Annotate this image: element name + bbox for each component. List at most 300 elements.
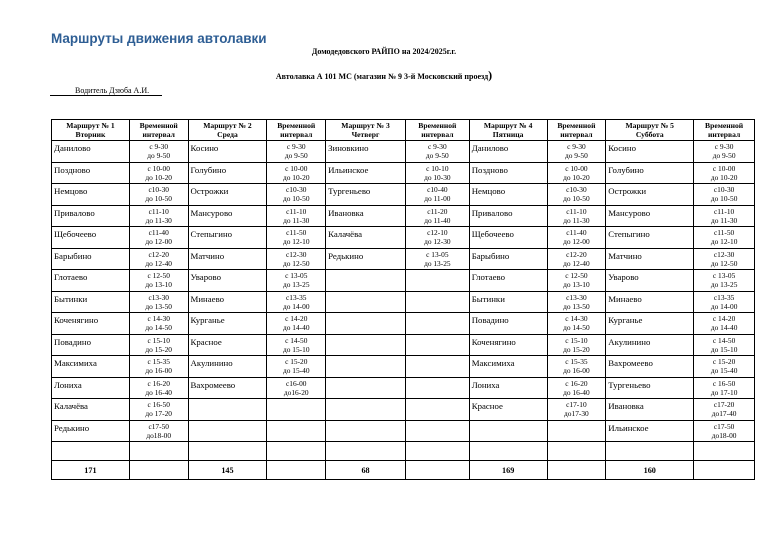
time-interval-line: с 9-30 xyxy=(286,142,306,151)
place-name: Лониха xyxy=(471,379,500,390)
time-interval-line: с 10-10 xyxy=(426,163,449,173)
time-interval-line: до 11-30 xyxy=(283,215,310,225)
place-cell xyxy=(188,356,267,378)
time-interval-line: с11-50 xyxy=(286,228,307,237)
place-cell xyxy=(469,227,547,249)
time-interval-cell xyxy=(547,334,606,356)
time-interval-cell xyxy=(547,205,606,227)
time-interval-line: с 12-50 xyxy=(147,271,170,280)
place-name: Уварово xyxy=(190,272,221,282)
place-cell xyxy=(188,227,267,249)
place-name: Калачёва xyxy=(328,229,363,239)
place-cell xyxy=(469,313,547,335)
time-interval-line: до 12-40 xyxy=(563,258,590,268)
place-name: Вахромеево xyxy=(190,379,236,390)
time-interval-cell xyxy=(405,270,469,292)
empty-row xyxy=(52,442,755,461)
time-interval-line: с10-30 xyxy=(148,185,169,194)
place-cell xyxy=(606,356,694,378)
place-name: Минаево xyxy=(608,293,642,304)
place-cell xyxy=(469,141,547,163)
place-cell xyxy=(326,184,406,206)
place-cell xyxy=(606,205,694,227)
time-interval-cell xyxy=(694,313,755,335)
place-name: Привалово xyxy=(471,207,513,218)
place-name: Повадино xyxy=(471,315,509,325)
time-interval-line: с 14-50 xyxy=(285,335,308,345)
time-interval-cell xyxy=(694,420,755,442)
place-name: Матчино xyxy=(190,250,225,261)
time-interval-cell xyxy=(129,313,188,335)
total-cell xyxy=(547,461,606,480)
time-interval-cell xyxy=(267,399,326,421)
place-cell xyxy=(188,313,267,335)
empty-cell xyxy=(405,442,469,461)
document-title: Маршруты движения автолавки xyxy=(51,31,267,46)
time-interval-cell xyxy=(405,313,469,335)
time-interval-line: с17-50 xyxy=(713,421,735,431)
time-interval-line: с 10-00 xyxy=(565,163,588,173)
total-cell: 145 xyxy=(188,461,267,480)
time-interval-cell xyxy=(405,377,469,399)
place-cell xyxy=(606,334,694,356)
place-cell xyxy=(469,270,547,292)
place-name: Красное xyxy=(471,401,503,411)
time-interval-line: с12-10 xyxy=(427,228,448,237)
time-interval-line: до 15-40 xyxy=(282,366,310,375)
time-interval-line: до 12-50 xyxy=(282,258,310,268)
time-interval-line: с11-50 xyxy=(713,228,735,237)
time-interval-line: до 10-20 xyxy=(145,172,172,182)
column-header-line: Среда xyxy=(217,130,238,139)
time-interval-line: с17-50 xyxy=(148,421,169,431)
time-interval-line: до 16-40 xyxy=(145,387,172,397)
time-interval-line: с 15-35 xyxy=(147,357,170,366)
place-cell xyxy=(326,313,406,335)
time-interval-line: с16-00 xyxy=(285,378,307,388)
place-cell xyxy=(326,270,406,292)
place-name: Зиновкино xyxy=(328,143,369,153)
time-interval-cell xyxy=(547,377,606,399)
place-cell xyxy=(52,227,130,249)
time-interval-cell xyxy=(267,291,326,313)
place-cell xyxy=(469,399,547,421)
place-cell xyxy=(606,420,694,442)
time-interval-line: с 14-30 xyxy=(147,314,170,323)
place-cell xyxy=(188,420,267,442)
time-interval-line: с12-30 xyxy=(713,249,735,259)
place-cell xyxy=(188,205,267,227)
time-interval-line: с 16-20 xyxy=(565,378,588,388)
total-cell xyxy=(267,461,326,480)
time-interval-line: с13-35 xyxy=(713,292,735,302)
time-interval-line: с 14-20 xyxy=(712,314,736,323)
time-interval-line: с 14-30 xyxy=(565,314,588,323)
column-header xyxy=(188,120,267,141)
place-cell xyxy=(52,291,130,313)
time-interval-cell xyxy=(405,162,469,184)
column-header-line: Пятница xyxy=(492,130,524,139)
time-interval-line: с 15-20 xyxy=(712,357,736,366)
place-name: Мансурово xyxy=(190,207,233,218)
place-cell xyxy=(606,377,694,399)
table-row xyxy=(52,356,755,378)
place-cell xyxy=(326,291,406,313)
time-interval-cell xyxy=(694,162,755,184)
place-cell xyxy=(52,356,130,378)
place-name: Лониха xyxy=(54,379,82,390)
place-cell xyxy=(326,334,406,356)
place-cell xyxy=(606,141,694,163)
table-row xyxy=(52,248,755,270)
place-name: Коченягино xyxy=(54,315,99,325)
column-header-line: Маршрут № 3 xyxy=(341,121,390,130)
time-interval-line: с 9-30 xyxy=(149,142,169,151)
time-interval-line: до 14-40 xyxy=(710,323,738,332)
time-interval-line: до 11-00 xyxy=(424,194,451,203)
time-interval-line: с 13-05 xyxy=(712,271,736,280)
column-header-line: Временной xyxy=(277,121,316,130)
time-interval-line: до 14-50 xyxy=(563,323,590,332)
place-name: Максимиха xyxy=(54,358,97,368)
time-interval-line: с11-10 xyxy=(286,206,307,216)
column-header xyxy=(606,120,694,141)
routes-table xyxy=(51,119,755,480)
time-interval-line: до 11-40 xyxy=(424,215,451,225)
table-row xyxy=(52,141,755,163)
time-interval-line: до 13-10 xyxy=(145,280,172,289)
time-interval-line: до17-30 xyxy=(564,409,589,418)
column-header xyxy=(326,120,406,141)
place-cell xyxy=(326,162,406,184)
time-interval-cell xyxy=(267,270,326,292)
column-header-line: Маршрут № 1 xyxy=(66,121,115,130)
place-cell xyxy=(188,184,267,206)
time-interval-line: с12-20 xyxy=(566,249,587,259)
time-interval-cell xyxy=(694,356,755,378)
column-header-line: интервал xyxy=(707,130,741,139)
time-interval-cell xyxy=(267,356,326,378)
column-header-line: Временной xyxy=(418,121,457,130)
time-interval-line: до 13-50 xyxy=(563,301,590,311)
time-interval-cell xyxy=(405,205,469,227)
time-interval-line: до 16-00 xyxy=(563,366,590,375)
column-header-line: Маршрут № 2 xyxy=(203,121,252,130)
time-interval-line: до 13-25 xyxy=(282,280,310,289)
place-cell xyxy=(188,248,267,270)
place-name: Степыгино xyxy=(190,229,233,239)
time-interval-cell xyxy=(694,334,755,356)
place-cell xyxy=(606,270,694,292)
time-interval-cell xyxy=(694,184,755,206)
place-cell xyxy=(52,313,130,335)
place-name: Редькино xyxy=(54,422,90,433)
empty-cell xyxy=(606,442,694,461)
empty-cell xyxy=(694,442,755,461)
time-interval-cell xyxy=(129,205,188,227)
place-name: Голубино xyxy=(190,164,227,175)
time-interval-line: до 15-10 xyxy=(710,344,738,354)
place-cell xyxy=(188,270,267,292)
place-cell xyxy=(52,377,130,399)
time-interval-line: до18-00 xyxy=(146,430,172,440)
time-interval-cell xyxy=(405,291,469,313)
place-name: Тургеньево xyxy=(328,186,371,196)
time-interval-line: до 10-20 xyxy=(710,172,738,182)
empty-cell xyxy=(188,442,267,461)
time-interval-line: с 10-00 xyxy=(285,163,308,173)
time-interval-line: с17-10 xyxy=(566,400,587,409)
vehicle-paren: ) xyxy=(488,68,493,82)
place-cell xyxy=(469,248,547,270)
place-name: Острожки xyxy=(608,186,647,196)
time-interval-cell xyxy=(547,291,606,313)
time-interval-cell xyxy=(267,248,326,270)
time-interval-line: до 17-10 xyxy=(710,387,738,397)
place-name: Ивановка xyxy=(328,207,364,218)
time-interval-line: с12-30 xyxy=(285,249,307,259)
place-name: Голубино xyxy=(608,164,644,175)
place-name: Матчино xyxy=(608,250,642,261)
total-cell: 171 xyxy=(52,461,130,480)
column-header xyxy=(547,120,606,141)
column-header-line: Четверг xyxy=(351,130,380,139)
time-interval-cell xyxy=(267,377,326,399)
place-cell xyxy=(469,205,547,227)
time-interval-line: с11-10 xyxy=(148,206,169,216)
time-interval-line: до 12-40 xyxy=(145,258,172,268)
time-interval-line: с 12-50 xyxy=(565,271,588,280)
time-interval-line: до18-00 xyxy=(711,430,737,440)
place-name: Ильинское xyxy=(328,164,369,175)
time-interval-cell xyxy=(405,356,469,378)
time-interval-line: с10-40 xyxy=(427,185,448,194)
time-interval-line: до 9-50 xyxy=(425,151,449,160)
time-interval-line: до 15-40 xyxy=(710,366,738,375)
time-interval-line: до 10-20 xyxy=(282,172,310,182)
place-cell xyxy=(52,141,130,163)
time-interval-cell xyxy=(267,420,326,442)
time-interval-line: с13-30 xyxy=(148,292,169,302)
time-interval-line: до 9-50 xyxy=(147,151,171,160)
time-interval-line: до 16-00 xyxy=(145,366,172,375)
place-name: Поздново xyxy=(54,164,91,175)
time-interval-line: до 14-50 xyxy=(145,323,172,332)
place-cell xyxy=(188,291,267,313)
time-interval-line: до 11-30 xyxy=(145,215,172,225)
place-name: Поздново xyxy=(471,164,508,175)
time-interval-line: с13-30 xyxy=(566,292,587,302)
time-interval-line: с 15-35 xyxy=(565,357,588,366)
time-interval-line: с11-40 xyxy=(566,228,587,237)
place-cell xyxy=(469,377,547,399)
time-interval-line: до17-40 xyxy=(711,409,737,418)
time-interval-cell xyxy=(694,227,755,249)
table-row xyxy=(52,399,755,421)
time-interval-line: до 11-30 xyxy=(563,215,590,225)
place-name: Повадино xyxy=(54,336,91,347)
place-cell xyxy=(52,334,130,356)
time-interval-cell xyxy=(267,141,326,163)
time-interval-line: до 12-30 xyxy=(424,237,451,246)
column-header xyxy=(52,120,130,141)
place-cell xyxy=(52,399,130,421)
time-interval-cell xyxy=(547,184,606,206)
time-interval-line: с 16-50 xyxy=(712,378,736,388)
place-name: Барыбино xyxy=(54,250,92,261)
table-row xyxy=(52,227,755,249)
time-interval-line: с 14-50 xyxy=(712,335,736,345)
place-name: Акулинино xyxy=(190,358,233,368)
time-interval-line: до 15-10 xyxy=(282,344,310,354)
table-row xyxy=(52,184,755,206)
place-name: Коченягино xyxy=(471,336,516,347)
place-cell xyxy=(52,270,130,292)
time-interval-cell xyxy=(694,248,755,270)
time-interval-cell xyxy=(129,420,188,442)
place-cell xyxy=(326,205,406,227)
time-interval-cell xyxy=(405,227,469,249)
place-name: Косино xyxy=(190,143,219,153)
column-header-line: Суббота xyxy=(635,130,664,139)
place-cell xyxy=(326,356,406,378)
time-interval-line: с 15-20 xyxy=(285,357,308,366)
time-interval-line: с17-20 xyxy=(713,400,735,409)
place-name: Уварово xyxy=(608,272,639,282)
place-cell xyxy=(326,377,406,399)
table-row xyxy=(52,270,755,292)
time-interval-cell xyxy=(129,270,188,292)
time-interval-cell xyxy=(267,162,326,184)
place-name: Острожки xyxy=(190,186,229,196)
time-interval-cell xyxy=(129,377,188,399)
time-interval-cell xyxy=(405,420,469,442)
place-name: Красное xyxy=(190,336,222,347)
time-interval-line: до 16-40 xyxy=(563,387,590,397)
time-interval-line: до 10-20 xyxy=(563,172,590,182)
time-interval-line: до 10-50 xyxy=(145,194,172,203)
time-interval-cell xyxy=(129,162,188,184)
time-interval-cell xyxy=(547,420,606,442)
time-interval-line: с 15-10 xyxy=(565,335,588,345)
time-interval-cell xyxy=(405,184,469,206)
empty-cell xyxy=(129,442,188,461)
time-interval-cell xyxy=(547,227,606,249)
time-interval-cell xyxy=(267,313,326,335)
time-interval-line: до 14-00 xyxy=(710,301,738,311)
time-interval-cell xyxy=(129,227,188,249)
time-interval-line: до 13-25 xyxy=(710,280,738,289)
totals-row xyxy=(52,461,755,480)
place-name: Барыбино xyxy=(471,250,510,261)
time-interval-cell xyxy=(405,248,469,270)
place-name: Бытинки xyxy=(471,293,505,304)
time-interval-line: до 15-20 xyxy=(145,344,172,354)
column-header-line: Временной xyxy=(705,121,744,130)
time-interval-line: до 9-50 xyxy=(712,151,736,160)
place-cell xyxy=(469,291,547,313)
place-cell xyxy=(606,162,694,184)
place-name: Вахромеево xyxy=(608,358,653,368)
time-interval-line: до 9-50 xyxy=(284,151,308,160)
time-interval-cell xyxy=(694,399,755,421)
place-name: Данилово xyxy=(471,143,509,153)
time-interval-cell xyxy=(405,334,469,356)
column-header-line: интервал xyxy=(280,130,313,139)
place-cell xyxy=(469,184,547,206)
table-row xyxy=(52,377,755,399)
time-interval-line: с 10-00 xyxy=(712,163,736,173)
place-cell xyxy=(188,399,267,421)
place-cell xyxy=(326,399,406,421)
time-interval-line: до 12-10 xyxy=(282,237,310,246)
place-cell xyxy=(469,356,547,378)
place-name: Тургеньево xyxy=(608,379,651,390)
time-interval-line: с 9-30 xyxy=(714,142,734,151)
time-interval-cell xyxy=(267,184,326,206)
vehicle-line xyxy=(0,68,768,82)
vehicle-text: Автолавка А 101 МС (магазин № 9 3-й Московский проезд xyxy=(275,72,489,81)
place-cell xyxy=(188,334,267,356)
column-header-line: Вторник xyxy=(75,130,106,139)
time-interval-line: с 16-20 xyxy=(147,378,170,388)
time-interval-cell xyxy=(547,141,606,163)
place-cell xyxy=(606,248,694,270)
column-header xyxy=(469,120,547,141)
place-name: Акулинино xyxy=(608,336,651,347)
place-cell xyxy=(326,248,406,270)
time-interval-line: с12-20 xyxy=(148,249,169,259)
place-cell xyxy=(188,141,267,163)
place-name: Минаево xyxy=(190,293,225,304)
column-header xyxy=(129,120,188,141)
place-cell xyxy=(469,334,547,356)
place-cell xyxy=(52,420,130,442)
time-interval-line: до 12-10 xyxy=(710,237,738,246)
place-name: Ильинское xyxy=(608,422,649,433)
column-header-line: Временной xyxy=(557,121,596,130)
column-header-line: интервал xyxy=(560,130,593,139)
place-name: Редькино xyxy=(328,250,364,261)
time-interval-cell xyxy=(547,313,606,335)
document-subtitle: Домодедовского РАЙПО на 2024/2025г.г. xyxy=(311,47,457,56)
place-cell xyxy=(606,291,694,313)
empty-cell xyxy=(52,442,130,461)
table-row xyxy=(52,291,755,313)
time-interval-cell xyxy=(547,356,606,378)
time-interval-cell xyxy=(267,334,326,356)
place-name: Мансурово xyxy=(608,207,651,218)
place-cell xyxy=(326,420,406,442)
driver-line: Водитель Дзюба А.И. xyxy=(50,86,162,96)
place-name: Степыгино xyxy=(608,229,650,239)
time-interval-line: до 12-50 xyxy=(710,258,738,268)
place-cell xyxy=(52,248,130,270)
empty-cell xyxy=(326,442,406,461)
time-interval-line: до 14-00 xyxy=(282,301,310,311)
place-cell xyxy=(326,141,406,163)
place-name: Глотаево xyxy=(471,272,506,282)
time-interval-line: до 13-10 xyxy=(563,280,590,289)
total-cell xyxy=(129,461,188,480)
place-name: Бытинки xyxy=(54,293,88,304)
total-cell: 160 xyxy=(606,461,694,480)
time-interval-cell xyxy=(405,399,469,421)
time-interval-line: до 13-25 xyxy=(424,258,451,268)
place-cell xyxy=(188,377,267,399)
table-row xyxy=(52,162,755,184)
place-name: Привалово xyxy=(54,207,95,218)
